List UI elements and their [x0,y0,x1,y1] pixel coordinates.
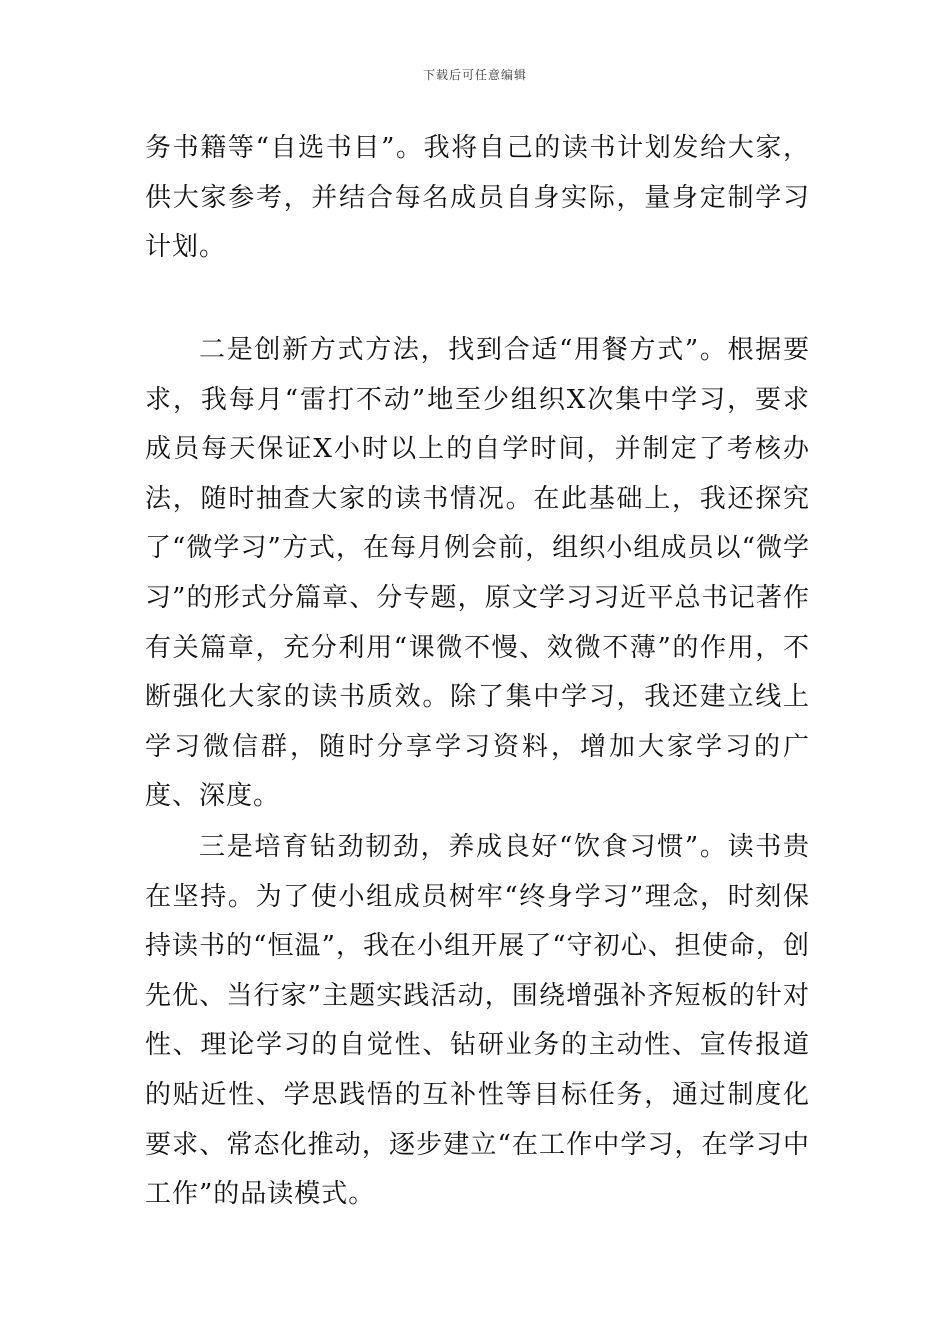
paragraph-continuation: 务书籍等“自选书目”。我将自己的读书计划发给大家，供大家参考，并结合每名成员自身实际，量身定制学习计划。 [145,133,810,263]
page-header: 下载后可任意编辑 [422,68,527,82]
paragraph-innovation-methods: 二是创新方式方法，找到合适“用餐方式”。根据要求，我每月“雷打不动”地至少组织X次集中学习，要求成员每天保证X小时以上的自学时间，并制定了考核办法，随时抽查大家的读书情况。在此基础上，我还探究了“微学习”方式，在每月例会前，组织小组成员以“微学习”的形式分篇章、分专题，原文学习习近平总书记著作有关篇章，充分利用“课微不慢、效微不薄”的作用，不断强化大家的读书质效。除了集中学习，我还建立线上学习微信群，随时分享学习资料，增加大家学习的广度、深度。 [145,335,810,812]
paragraph-persistence-habits: 三是培育钻劲韧劲，养成良好“饮食习惯”。读书贵在坚持。为了使小组成员树牢“终身学习”理念，时刻保持读书的“恒温”，我在小组开展了“守初心、担使命，创先优、当行家”主题实践活动，围绕增强补齐短板的针对性、理论学习的自觉性、钻研业务的主动性、宣传报道的贴近性、学思践悟的互补性等目标任务，通过制度化要求、常态化推动，逐步建立“在工作中学习，在学习中工作”的品读模式。 [145,832,810,1210]
